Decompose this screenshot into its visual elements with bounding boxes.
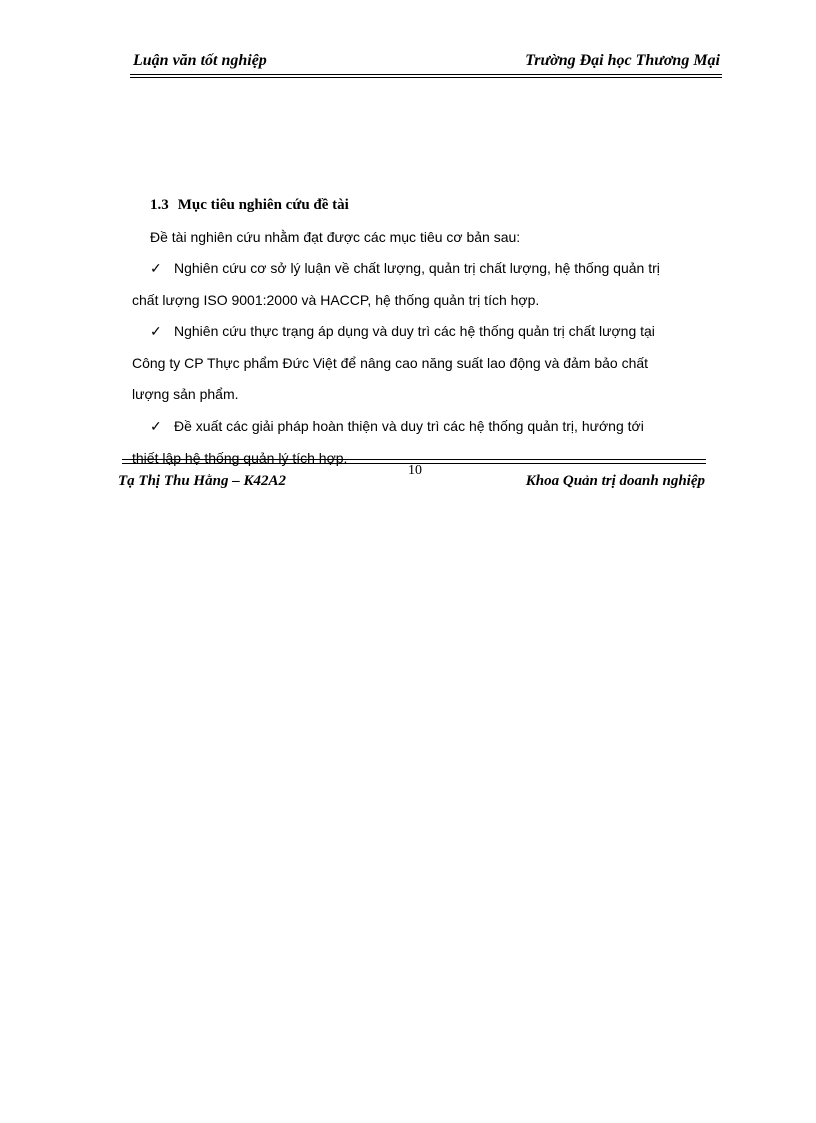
bullet-2-line-2: Công ty CP Thực phẩm Đức Việt để nâng cao năng suất lao động và đảm bảo chất bbox=[132, 355, 649, 371]
bullet-1-line-1 bbox=[150, 260, 660, 277]
section-number: 1.3 bbox=[150, 197, 169, 213]
bullet-3-line-1 bbox=[150, 418, 644, 435]
header-rule-top bbox=[130, 74, 722, 75]
bullet-3-line-2: thiết lập hệ thống quản lý tích hợp. bbox=[132, 450, 348, 466]
check-icon: ✓ bbox=[150, 323, 162, 339]
page-number: 10 bbox=[408, 463, 422, 478]
check-icon: ✓ bbox=[150, 418, 162, 434]
footer-rule-top bbox=[122, 459, 706, 460]
bullet-2-line-1 bbox=[150, 323, 655, 340]
section-title: Mục tiêu nghiên cứu đề tài bbox=[177, 197, 349, 213]
intro-paragraph: Đề tài nghiên cứu nhằm đạt được các mục tiêu cơ bản sau: bbox=[150, 229, 521, 245]
bullet-2-line-3: lượng sản phẩm. bbox=[132, 386, 239, 402]
footer-faculty: Khoa Quản trị doanh nghiệp bbox=[525, 473, 705, 489]
bullet-text: Đề xuất các giải pháp hoàn thiện và duy trì các hệ thống quản trị, hướng tới bbox=[174, 418, 644, 434]
bullet-1-line-2: chất lượng ISO 9001:2000 và HACCP, hệ thống quản trị tích hợp. bbox=[132, 292, 540, 308]
footer-author: Tạ Thị Thu Hằng – K42A2 bbox=[118, 473, 286, 489]
header-right-title: Trường Đại học Thương Mại bbox=[525, 52, 720, 69]
header-left-title: Luận văn tốt nghiệp bbox=[133, 52, 267, 69]
section-heading bbox=[150, 197, 349, 214]
check-icon: ✓ bbox=[150, 260, 162, 276]
bullet-text: Nghiên cứu cơ sở lý luận về chất lượng, quản trị chất lượng, hệ thống quản trị bbox=[174, 260, 660, 276]
header-rule-bottom bbox=[130, 77, 722, 78]
bullet-text: Nghiên cứu thực trạng áp dụng và duy trì các hệ thống quản trị chất lượng tại bbox=[174, 323, 655, 339]
